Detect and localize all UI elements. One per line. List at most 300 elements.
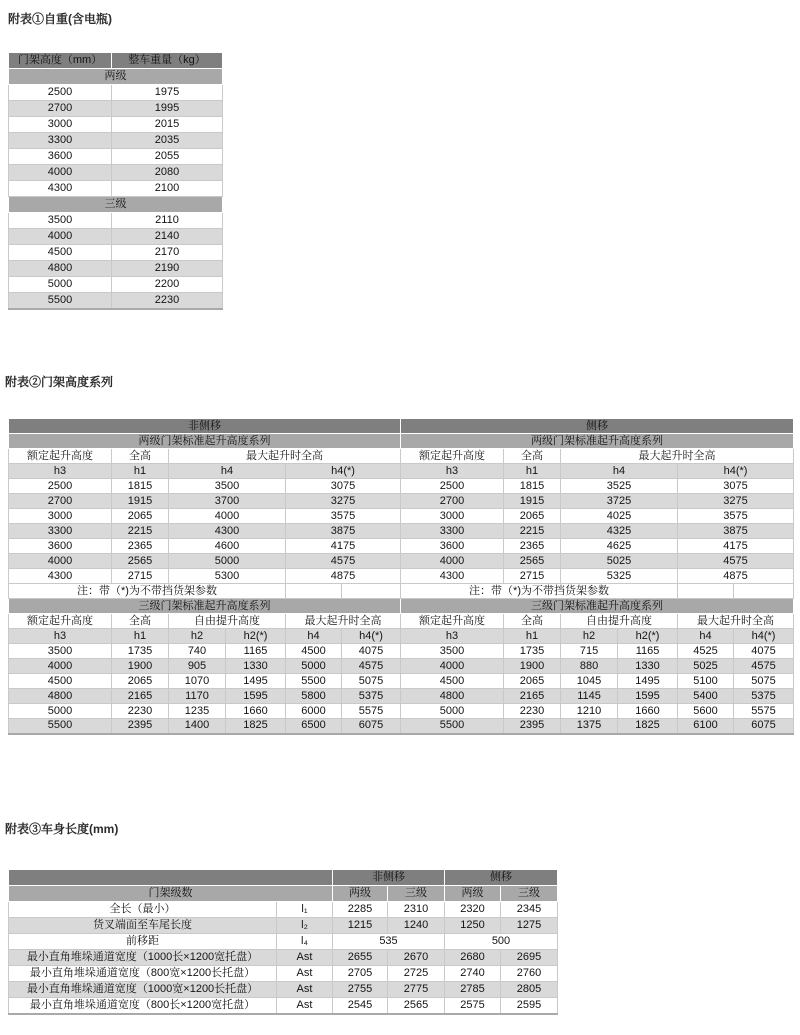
- column-subheader: h1: [504, 629, 561, 644]
- value-cell: 1045: [561, 674, 618, 689]
- value-cell: 3600: [9, 149, 112, 165]
- value-cell: 1210: [561, 704, 618, 719]
- value-cell: 5000: [401, 704, 504, 719]
- value-cell: 905: [169, 659, 226, 674]
- value-cell: 1915: [504, 494, 561, 509]
- value-cell: 1900: [112, 659, 169, 674]
- series-band: 两级门架标准起升高度系列: [9, 434, 401, 449]
- value-cell: 2700: [9, 101, 112, 117]
- value-cell: 3500: [401, 644, 504, 659]
- table-row: [9, 554, 794, 569]
- column-subheader: h2: [169, 629, 226, 644]
- value-cell: 715: [561, 644, 618, 659]
- value-cell: 2395: [504, 719, 561, 734]
- table-row: [9, 524, 794, 539]
- value-cell: 2775: [388, 982, 445, 998]
- value-cell: 2655: [333, 950, 388, 966]
- value-cell: 4575: [678, 554, 794, 569]
- table-row: [9, 674, 794, 689]
- section-band: 三级: [9, 197, 223, 213]
- section-band: 侧移: [445, 870, 558, 886]
- value-cell: 1250: [445, 918, 501, 934]
- table-row: [9, 464, 794, 479]
- table-row: [9, 704, 794, 719]
- section-band: 非侧移: [9, 419, 401, 434]
- value-cell: 4000: [401, 659, 504, 674]
- value-cell: 5500: [286, 674, 342, 689]
- value-cell: 4175: [286, 539, 401, 554]
- table-row: [9, 133, 223, 149]
- column-header: 最大起升时全高: [678, 614, 794, 629]
- table-row: [9, 479, 794, 494]
- table-row: [9, 950, 558, 966]
- table-row: [9, 719, 794, 734]
- value-cell: 5100: [678, 674, 734, 689]
- table-row: [9, 245, 223, 261]
- table-row: [9, 918, 558, 934]
- value-cell: 5075: [342, 674, 401, 689]
- column-header: 三级: [388, 886, 445, 902]
- value-cell: 1815: [112, 479, 169, 494]
- section-band: 非侧移: [333, 870, 445, 886]
- table-row: [9, 584, 794, 599]
- value-cell: 1165: [618, 644, 678, 659]
- value-cell: 4600: [169, 539, 286, 554]
- column-header: 最大起升时全高: [286, 614, 401, 629]
- table-row: [9, 614, 794, 629]
- value-cell: 2500: [9, 85, 112, 101]
- value-cell: 3000: [401, 509, 504, 524]
- table-row: [9, 53, 223, 69]
- table-row: [9, 197, 223, 213]
- value-cell: 1735: [504, 644, 561, 659]
- value-cell: 1275: [501, 918, 558, 934]
- value-cell: 4000: [9, 229, 112, 245]
- value-cell: 2065: [112, 674, 169, 689]
- table-row: [9, 213, 223, 229]
- symbol-cell: Ast: [277, 966, 333, 982]
- value-cell: 2165: [112, 689, 169, 704]
- column-header: 最大起升时全高: [169, 449, 401, 464]
- column-subheader: h4(*): [342, 629, 401, 644]
- value-cell: 3000: [9, 117, 112, 133]
- column-header: 自由提升高度: [561, 614, 678, 629]
- value-cell: 4500: [9, 674, 112, 689]
- value-cell: 740: [169, 644, 226, 659]
- value-cell: 1330: [226, 659, 286, 674]
- value-cell: 2395: [112, 719, 169, 734]
- value-cell: 4800: [401, 689, 504, 704]
- value-cell: 4500: [401, 674, 504, 689]
- value-cell: 1070: [169, 674, 226, 689]
- value-cell: 2715: [504, 569, 561, 584]
- column-subheader: h3: [9, 464, 112, 479]
- value-cell: 2065: [504, 509, 561, 524]
- value-cell: 5500: [9, 293, 112, 309]
- value-cell: 3275: [678, 494, 794, 509]
- table-row: [9, 181, 223, 197]
- value-cell: 3700: [169, 494, 286, 509]
- column-subheader: h4(*): [678, 464, 794, 479]
- value-cell: 2065: [112, 509, 169, 524]
- value-cell: 2740: [445, 966, 501, 982]
- value-cell: 3525: [561, 479, 678, 494]
- empty-cell: [734, 584, 794, 599]
- symbol-cell: l₁: [277, 902, 333, 918]
- value-cell: 1495: [618, 674, 678, 689]
- table-row: [9, 277, 223, 293]
- row-label: 最小直角堆垛通道宽度（800长×1200宽托盘）: [9, 998, 277, 1014]
- value-cell: 5025: [678, 659, 734, 674]
- column-header: 最大起升时全高: [561, 449, 794, 464]
- value-cell: 2320: [445, 902, 501, 918]
- empty-cell: [9, 870, 333, 886]
- value-cell: 2715: [112, 569, 169, 584]
- value-cell: 4000: [9, 554, 112, 569]
- value-cell: 2200: [112, 277, 223, 293]
- table-row: [9, 85, 223, 101]
- value-cell: 5325: [561, 569, 678, 584]
- value-cell: 1145: [561, 689, 618, 704]
- table-row: [9, 509, 794, 524]
- value-cell: 5800: [286, 689, 342, 704]
- value-cell: 3300: [9, 133, 112, 149]
- value-cell: 1975: [112, 85, 223, 101]
- column-header: 整车重量（kg）: [112, 53, 223, 69]
- table-row: [9, 149, 223, 165]
- value-cell: 4575: [734, 659, 794, 674]
- column-subheader: h3: [9, 629, 112, 644]
- series-band: 两级门架标准起升高度系列: [401, 434, 794, 449]
- value-cell: 3500: [169, 479, 286, 494]
- value-cell: 2700: [401, 494, 504, 509]
- value-cell: 2755: [333, 982, 388, 998]
- table-row: [9, 644, 794, 659]
- table-row: [9, 629, 794, 644]
- table-row: [9, 229, 223, 245]
- column-subheader: h2: [561, 629, 618, 644]
- weight-table: [8, 52, 223, 310]
- value-cell: 5000: [169, 554, 286, 569]
- value-cell: 1495: [226, 674, 286, 689]
- column-subheader: h4: [678, 629, 734, 644]
- value-cell: 5300: [169, 569, 286, 584]
- section-band: 侧移: [401, 419, 794, 434]
- value-cell: 2170: [112, 245, 223, 261]
- table-row: [9, 599, 794, 614]
- note-cell: 注：带（*)为不带挡货架参数: [401, 584, 678, 599]
- value-cell: 1235: [169, 704, 226, 719]
- value-cell: 3875: [286, 524, 401, 539]
- value-cell: 6075: [734, 719, 794, 734]
- value-cell: 1995: [112, 101, 223, 117]
- table-row: [9, 934, 558, 950]
- value-cell: 4300: [9, 181, 112, 197]
- table-row: [9, 870, 558, 886]
- table-row: [9, 902, 558, 918]
- table-row: [9, 569, 794, 584]
- table-row: [9, 539, 794, 554]
- column-header: 三级: [501, 886, 558, 902]
- table-row: [9, 165, 223, 181]
- column-subheader: h1: [504, 464, 561, 479]
- value-cell: 1815: [504, 479, 561, 494]
- table-row: [9, 117, 223, 133]
- value-cell: 1660: [226, 704, 286, 719]
- value-cell: 6075: [342, 719, 401, 734]
- row-label: 全长（最小）: [9, 902, 277, 918]
- value-cell: 5400: [678, 689, 734, 704]
- value-cell: 2015: [112, 117, 223, 133]
- value-cell: 2695: [501, 950, 558, 966]
- value-cell: 2760: [501, 966, 558, 982]
- value-cell: 4000: [401, 554, 504, 569]
- value-cell: 4300: [169, 524, 286, 539]
- column-subheader: h4(*): [286, 464, 401, 479]
- series-band: 三级门架标准起升高度系列: [9, 599, 401, 614]
- value-cell: 4325: [561, 524, 678, 539]
- column-header: 额定起升高度: [9, 449, 112, 464]
- column-header: 门架级数: [9, 886, 333, 902]
- value-cell: 4875: [678, 569, 794, 584]
- value-cell: 3600: [401, 539, 504, 554]
- value-cell: 4800: [9, 261, 112, 277]
- value-cell: 2705: [333, 966, 388, 982]
- value-cell: 4525: [678, 644, 734, 659]
- value-cell: 3075: [286, 479, 401, 494]
- mast-height-table: [8, 418, 794, 735]
- symbol-cell: Ast: [277, 950, 333, 966]
- value-cell: 4625: [561, 539, 678, 554]
- row-label: 最小直角堆垛通道宽度（1000宽×1200长托盘）: [9, 982, 277, 998]
- value-cell: 3075: [678, 479, 794, 494]
- value-cell: 1915: [112, 494, 169, 509]
- value-cell: 2230: [112, 293, 223, 309]
- table1-title: 附表①自重(含电瓶): [8, 12, 112, 26]
- value-cell: 2805: [501, 982, 558, 998]
- value-cell: 1900: [504, 659, 561, 674]
- value-cell: 4075: [342, 644, 401, 659]
- value-cell: 5000: [9, 704, 112, 719]
- value-cell: 1400: [169, 719, 226, 734]
- column-subheader: h2(*): [618, 629, 678, 644]
- table-row: [9, 69, 223, 85]
- symbol-cell: l₄: [277, 934, 333, 950]
- value-cell: 2565: [112, 554, 169, 569]
- column-subheader: h4: [169, 464, 286, 479]
- value-cell: 3875: [678, 524, 794, 539]
- column-subheader: h4: [286, 629, 342, 644]
- table-row: [9, 293, 223, 309]
- weight-table-body: [9, 53, 223, 309]
- value-cell: 500: [445, 934, 558, 950]
- column-header: 全高: [504, 449, 561, 464]
- value-cell: 3500: [9, 213, 112, 229]
- value-cell: 1375: [561, 719, 618, 734]
- value-cell: 3575: [678, 509, 794, 524]
- value-cell: 3300: [9, 524, 112, 539]
- symbol-cell: Ast: [277, 982, 333, 998]
- value-cell: 1595: [226, 689, 286, 704]
- value-cell: 2285: [333, 902, 388, 918]
- empty-cell: [286, 584, 342, 599]
- table-row: [9, 261, 223, 277]
- value-cell: 2680: [445, 950, 501, 966]
- row-label: 最小直角堆垛通道宽度（800宽×1200长托盘）: [9, 966, 277, 982]
- value-cell: 4875: [286, 569, 401, 584]
- value-cell: 5000: [286, 659, 342, 674]
- column-subheader: h4(*): [734, 629, 794, 644]
- table-row: [9, 966, 558, 982]
- value-cell: 3500: [9, 644, 112, 659]
- value-cell: 2035: [112, 133, 223, 149]
- value-cell: 5500: [401, 719, 504, 734]
- column-header: 全高: [112, 614, 169, 629]
- value-cell: 2500: [401, 479, 504, 494]
- value-cell: 5575: [342, 704, 401, 719]
- column-subheader: h2(*): [226, 629, 286, 644]
- column-subheader: h4: [561, 464, 678, 479]
- value-cell: 2565: [388, 998, 445, 1014]
- table-row: [9, 886, 558, 902]
- column-subheader: h3: [401, 629, 504, 644]
- value-cell: 4500: [286, 644, 342, 659]
- value-cell: 4000: [169, 509, 286, 524]
- value-cell: 2670: [388, 950, 445, 966]
- value-cell: 1240: [388, 918, 445, 934]
- table-row: [9, 434, 794, 449]
- table2-title: 附表②门架高度系列: [5, 375, 114, 389]
- table-row: [9, 982, 558, 998]
- value-cell: 4000: [9, 165, 112, 181]
- body-length-table: [8, 869, 558, 1015]
- value-cell: 1215: [333, 918, 388, 934]
- value-cell: 2310: [388, 902, 445, 918]
- table-row: [9, 689, 794, 704]
- value-cell: 2140: [112, 229, 223, 245]
- value-cell: 1165: [226, 644, 286, 659]
- value-cell: 2215: [112, 524, 169, 539]
- value-cell: 3000: [9, 509, 112, 524]
- value-cell: 2230: [112, 704, 169, 719]
- series-band: 三级门架标准起升高度系列: [401, 599, 794, 614]
- value-cell: 2365: [112, 539, 169, 554]
- column-header: 全高: [112, 449, 169, 464]
- value-cell: 1330: [618, 659, 678, 674]
- value-cell: 4175: [678, 539, 794, 554]
- value-cell: 2080: [112, 165, 223, 181]
- value-cell: 2785: [445, 982, 501, 998]
- value-cell: 5375: [342, 689, 401, 704]
- table-row: [9, 449, 794, 464]
- row-label: 最小直角堆垛通道宽度（1000长×1200宽托盘）: [9, 950, 277, 966]
- table3-title: 附表③车身长度(mm): [5, 822, 119, 836]
- table-row: [9, 494, 794, 509]
- body-length-table-body: [9, 870, 558, 1014]
- value-cell: 4000: [9, 659, 112, 674]
- value-cell: 3300: [401, 524, 504, 539]
- value-cell: 3725: [561, 494, 678, 509]
- value-cell: 2230: [504, 704, 561, 719]
- value-cell: 4575: [342, 659, 401, 674]
- symbol-cell: Ast: [277, 998, 333, 1014]
- value-cell: 3275: [286, 494, 401, 509]
- row-label: 货叉端面至车尾长度: [9, 918, 277, 934]
- value-cell: 2065: [504, 674, 561, 689]
- value-cell: 4575: [286, 554, 401, 569]
- value-cell: 2215: [504, 524, 561, 539]
- empty-cell: [342, 584, 401, 599]
- value-cell: 4075: [734, 644, 794, 659]
- table-row: [9, 419, 794, 434]
- value-cell: 5075: [734, 674, 794, 689]
- value-cell: 4300: [401, 569, 504, 584]
- value-cell: 1660: [618, 704, 678, 719]
- empty-cell: [678, 584, 734, 599]
- value-cell: 5575: [734, 704, 794, 719]
- value-cell: 1735: [112, 644, 169, 659]
- row-label: 前移距: [9, 934, 277, 950]
- value-cell: 1595: [618, 689, 678, 704]
- table-row: [9, 659, 794, 674]
- value-cell: 5500: [9, 719, 112, 734]
- column-subheader: h3: [401, 464, 504, 479]
- value-cell: 3600: [9, 539, 112, 554]
- value-cell: 6500: [286, 719, 342, 734]
- value-cell: 2345: [501, 902, 558, 918]
- column-header: 额定起升高度: [401, 449, 504, 464]
- value-cell: 4500: [9, 245, 112, 261]
- value-cell: 2700: [9, 494, 112, 509]
- column-subheader: h1: [112, 629, 169, 644]
- value-cell: 2110: [112, 213, 223, 229]
- mast-height-table-body: [9, 419, 794, 734]
- value-cell: 5375: [734, 689, 794, 704]
- value-cell: 2165: [504, 689, 561, 704]
- value-cell: 3575: [286, 509, 401, 524]
- value-cell: 880: [561, 659, 618, 674]
- table-row: [9, 998, 558, 1014]
- value-cell: 2595: [501, 998, 558, 1014]
- value-cell: 2365: [504, 539, 561, 554]
- note-cell: 注：带（*)为不带挡货架参数: [9, 584, 286, 599]
- value-cell: 2545: [333, 998, 388, 1014]
- column-subheader: h1: [112, 464, 169, 479]
- value-cell: 1825: [618, 719, 678, 734]
- column-header: 两级: [333, 886, 388, 902]
- value-cell: 4300: [9, 569, 112, 584]
- value-cell: 2500: [9, 479, 112, 494]
- value-cell: 2190: [112, 261, 223, 277]
- value-cell: 5025: [561, 554, 678, 569]
- section-band: 两级: [9, 69, 223, 85]
- value-cell: 6100: [678, 719, 734, 734]
- symbol-cell: l₂: [277, 918, 333, 934]
- value-cell: 4800: [9, 689, 112, 704]
- value-cell: 2565: [504, 554, 561, 569]
- value-cell: 5600: [678, 704, 734, 719]
- value-cell: 535: [333, 934, 445, 950]
- value-cell: 2100: [112, 181, 223, 197]
- column-header: 两级: [445, 886, 501, 902]
- column-header: 自由提升高度: [169, 614, 286, 629]
- table-row: [9, 101, 223, 117]
- value-cell: 6000: [286, 704, 342, 719]
- column-header: 全高: [504, 614, 561, 629]
- value-cell: 4025: [561, 509, 678, 524]
- value-cell: 2055: [112, 149, 223, 165]
- column-header: 额定起升高度: [9, 614, 112, 629]
